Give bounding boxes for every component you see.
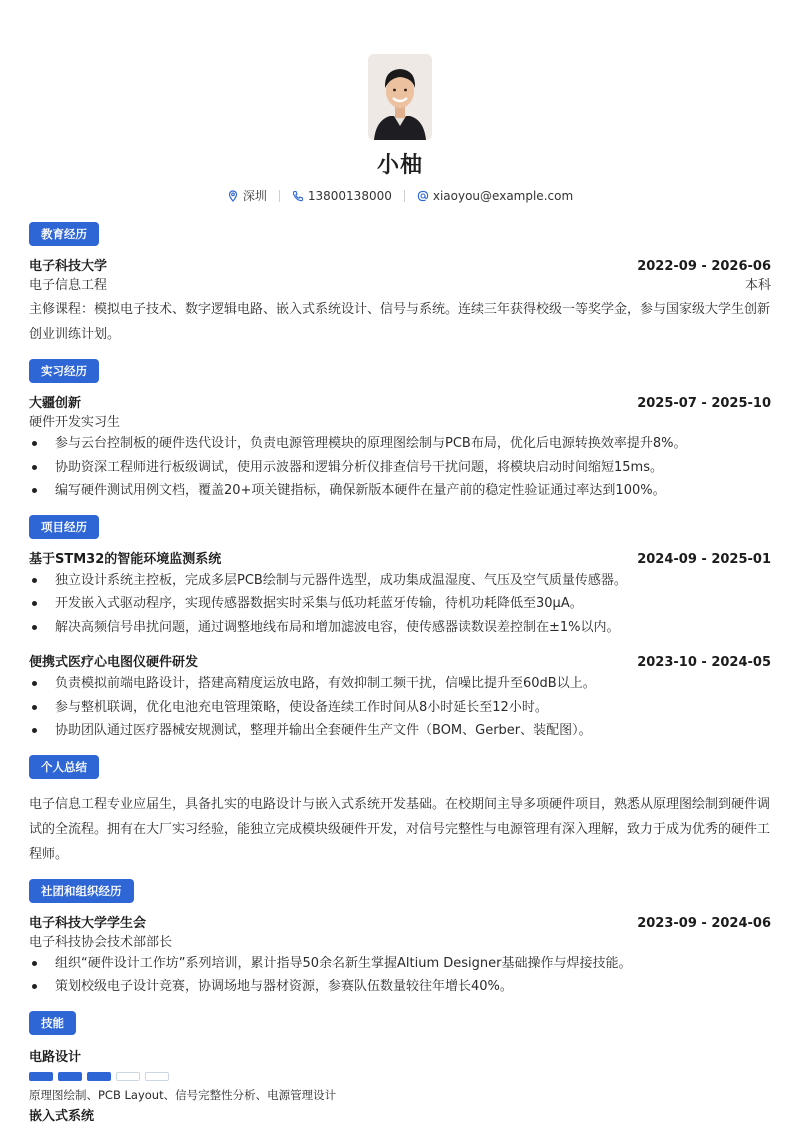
project-name: 便携式医疗心电图仪硬件研发 [29, 655, 199, 670]
project-row [29, 651, 771, 670]
skill-level-segment [116, 1072, 140, 1081]
project-entry [29, 548, 771, 640]
location-pin-icon [227, 190, 239, 202]
section-heading-skills: 技能 [29, 1011, 76, 1035]
contact-info [0, 187, 800, 204]
list-item: 组织“硬件设计工作坊”系列培训，累计指导50余名新生掌握Altium Designer基础操作与焊接技能。 [29, 952, 771, 976]
project-bullets [29, 569, 771, 640]
school-name: 电子科技大学 [29, 259, 108, 274]
internship-role: 硬件开发实习生 [29, 415, 121, 430]
resume-header [0, 0, 800, 204]
education-description: 主修课程：模拟电子技术、数字逻辑电路、嵌入式系统设计、信号与系统。连续三年获得校级一等奖学金，参与国家级大学生创新创业训练计划。 [29, 302, 771, 342]
skill-name: 电路设计 [29, 1049, 82, 1065]
clubs-role: 电子科技协会技术部部长 [29, 934, 173, 950]
phone-icon [292, 190, 304, 202]
skill-name: 嵌入式系统 [29, 1108, 95, 1124]
project-bullets [29, 672, 771, 743]
internship-row [29, 392, 771, 411]
major: 电子信息工程 [29, 278, 108, 293]
list-item: 解决高频信号串扰问题，通过调整地线布局和增加滤波电容，使传感器读数误差控制在±1%以内。 [29, 616, 771, 640]
list-item: 负责模拟前端电路设计，搭建高精度运放电路，有效抑制工频干扰，信噪比提升至60dB以上。 [29, 672, 771, 696]
summary-section [29, 755, 771, 867]
projects-section [29, 515, 771, 743]
internship-bullets [29, 432, 771, 503]
phone-text: 13800138000 [307, 188, 392, 203]
location-text: 深圳 [242, 189, 267, 203]
project-row [29, 548, 771, 567]
degree: 本科 [744, 278, 771, 293]
list-item: 协助资深工程师进行板级调试，使用示波器和逻辑分析仪排查信号干扰问题，将模块启动时间缩短15ms。 [29, 456, 771, 480]
clubs-bullets [29, 952, 771, 999]
company-name: 大疆创新 [29, 396, 82, 411]
clubs-date: 2023-09 - 2024-06 [637, 915, 771, 931]
contact-location [215, 187, 279, 204]
list-item: 协助团队通过医疗器械安规测试，整理并输出全套硬件生产文件（BOM、Gerber、装配图）。 [29, 719, 771, 743]
project-entry [29, 651, 771, 743]
contact-email [405, 189, 585, 203]
education-section [29, 222, 771, 347]
skills-section [29, 1011, 771, 1124]
project-name: 基于STM32的智能环境监测系统 [29, 551, 222, 567]
contact-phone [280, 189, 404, 203]
list-item: 编写硬件测试用例文档，覆盖20+项关键指标，确保新版本硬件在量产前的稳定性验证通过率达到100%。 [29, 479, 771, 503]
skill-level-segment [29, 1072, 53, 1081]
section-heading-clubs: 社团和组织经历 [29, 879, 134, 903]
skill-level-segment [58, 1072, 82, 1081]
candidate-name: 小柚 [376, 153, 423, 178]
clubs-row [29, 912, 771, 931]
education-date: 2022-09 - 2026-06 [637, 259, 771, 274]
avatar-portrait-icon [368, 54, 432, 140]
email-text: xiaoyou@example.com [432, 188, 574, 203]
skill-level-segment [145, 1072, 169, 1081]
resume-content [0, 222, 800, 1124]
list-item: 策划校级电子设计竞赛，协调场地与器材资源，参赛队伍数量较往年增长40%。 [29, 975, 771, 999]
summary-text: 电子信息工程专业应届生，具备扎实的电路设计与嵌入式系统开发基础。在校期间主导多项硬件项目，熟悉从原理图绘制到硬件调试的全流程。拥有在大厂实习经验，能独立完成模块级硬件开发，对信号完整性与电源管理有深入理解，致力于成为优秀的硬件工程师。 [29, 796, 771, 862]
at-sign-icon [417, 190, 429, 202]
internship-section [29, 359, 771, 503]
education-subrow [29, 274, 771, 293]
section-heading-projects: 项目经历 [29, 515, 99, 539]
organization-name: 电子科技大学学生会 [29, 915, 147, 931]
project-date: 2023-10 - 2024-05 [637, 655, 771, 670]
list-item: 参与云台控制板的硬件迭代设计，负责电源管理模块的原理图绘制与PCB布局，优化后电源转换效率提升8%。 [29, 432, 771, 456]
internship-date: 2025-07 - 2025-10 [637, 396, 771, 411]
project-date: 2024-09 - 2025-01 [637, 551, 771, 567]
education-row [29, 255, 771, 274]
clubs-section [29, 879, 771, 999]
avatar [368, 54, 432, 140]
skill-level-bars [29, 1072, 771, 1081]
section-heading-internship: 实习经历 [29, 359, 99, 383]
list-item: 开发嵌入式驱动程序，实现传感器数据实时采集与低功耗蓝牙传输，待机功耗降低至30μA。 [29, 592, 771, 616]
skill-level-segment [87, 1072, 111, 1081]
skill-description: 原理图绘制、PCB Layout、信号完整性分析、电源管理设计 [29, 1087, 337, 1102]
section-heading-summary: 个人总结 [29, 755, 99, 779]
list-item: 独立设计系统主控板，完成多层PCB绘制与元器件选型，成功集成温湿度、气压及空气质量传感器。 [29, 569, 771, 593]
list-item: 参与整机联调，优化电池充电管理策略，使设备连续工作时间从8小时延长至12小时。 [29, 696, 771, 720]
section-heading-education: 教育经历 [29, 222, 99, 246]
